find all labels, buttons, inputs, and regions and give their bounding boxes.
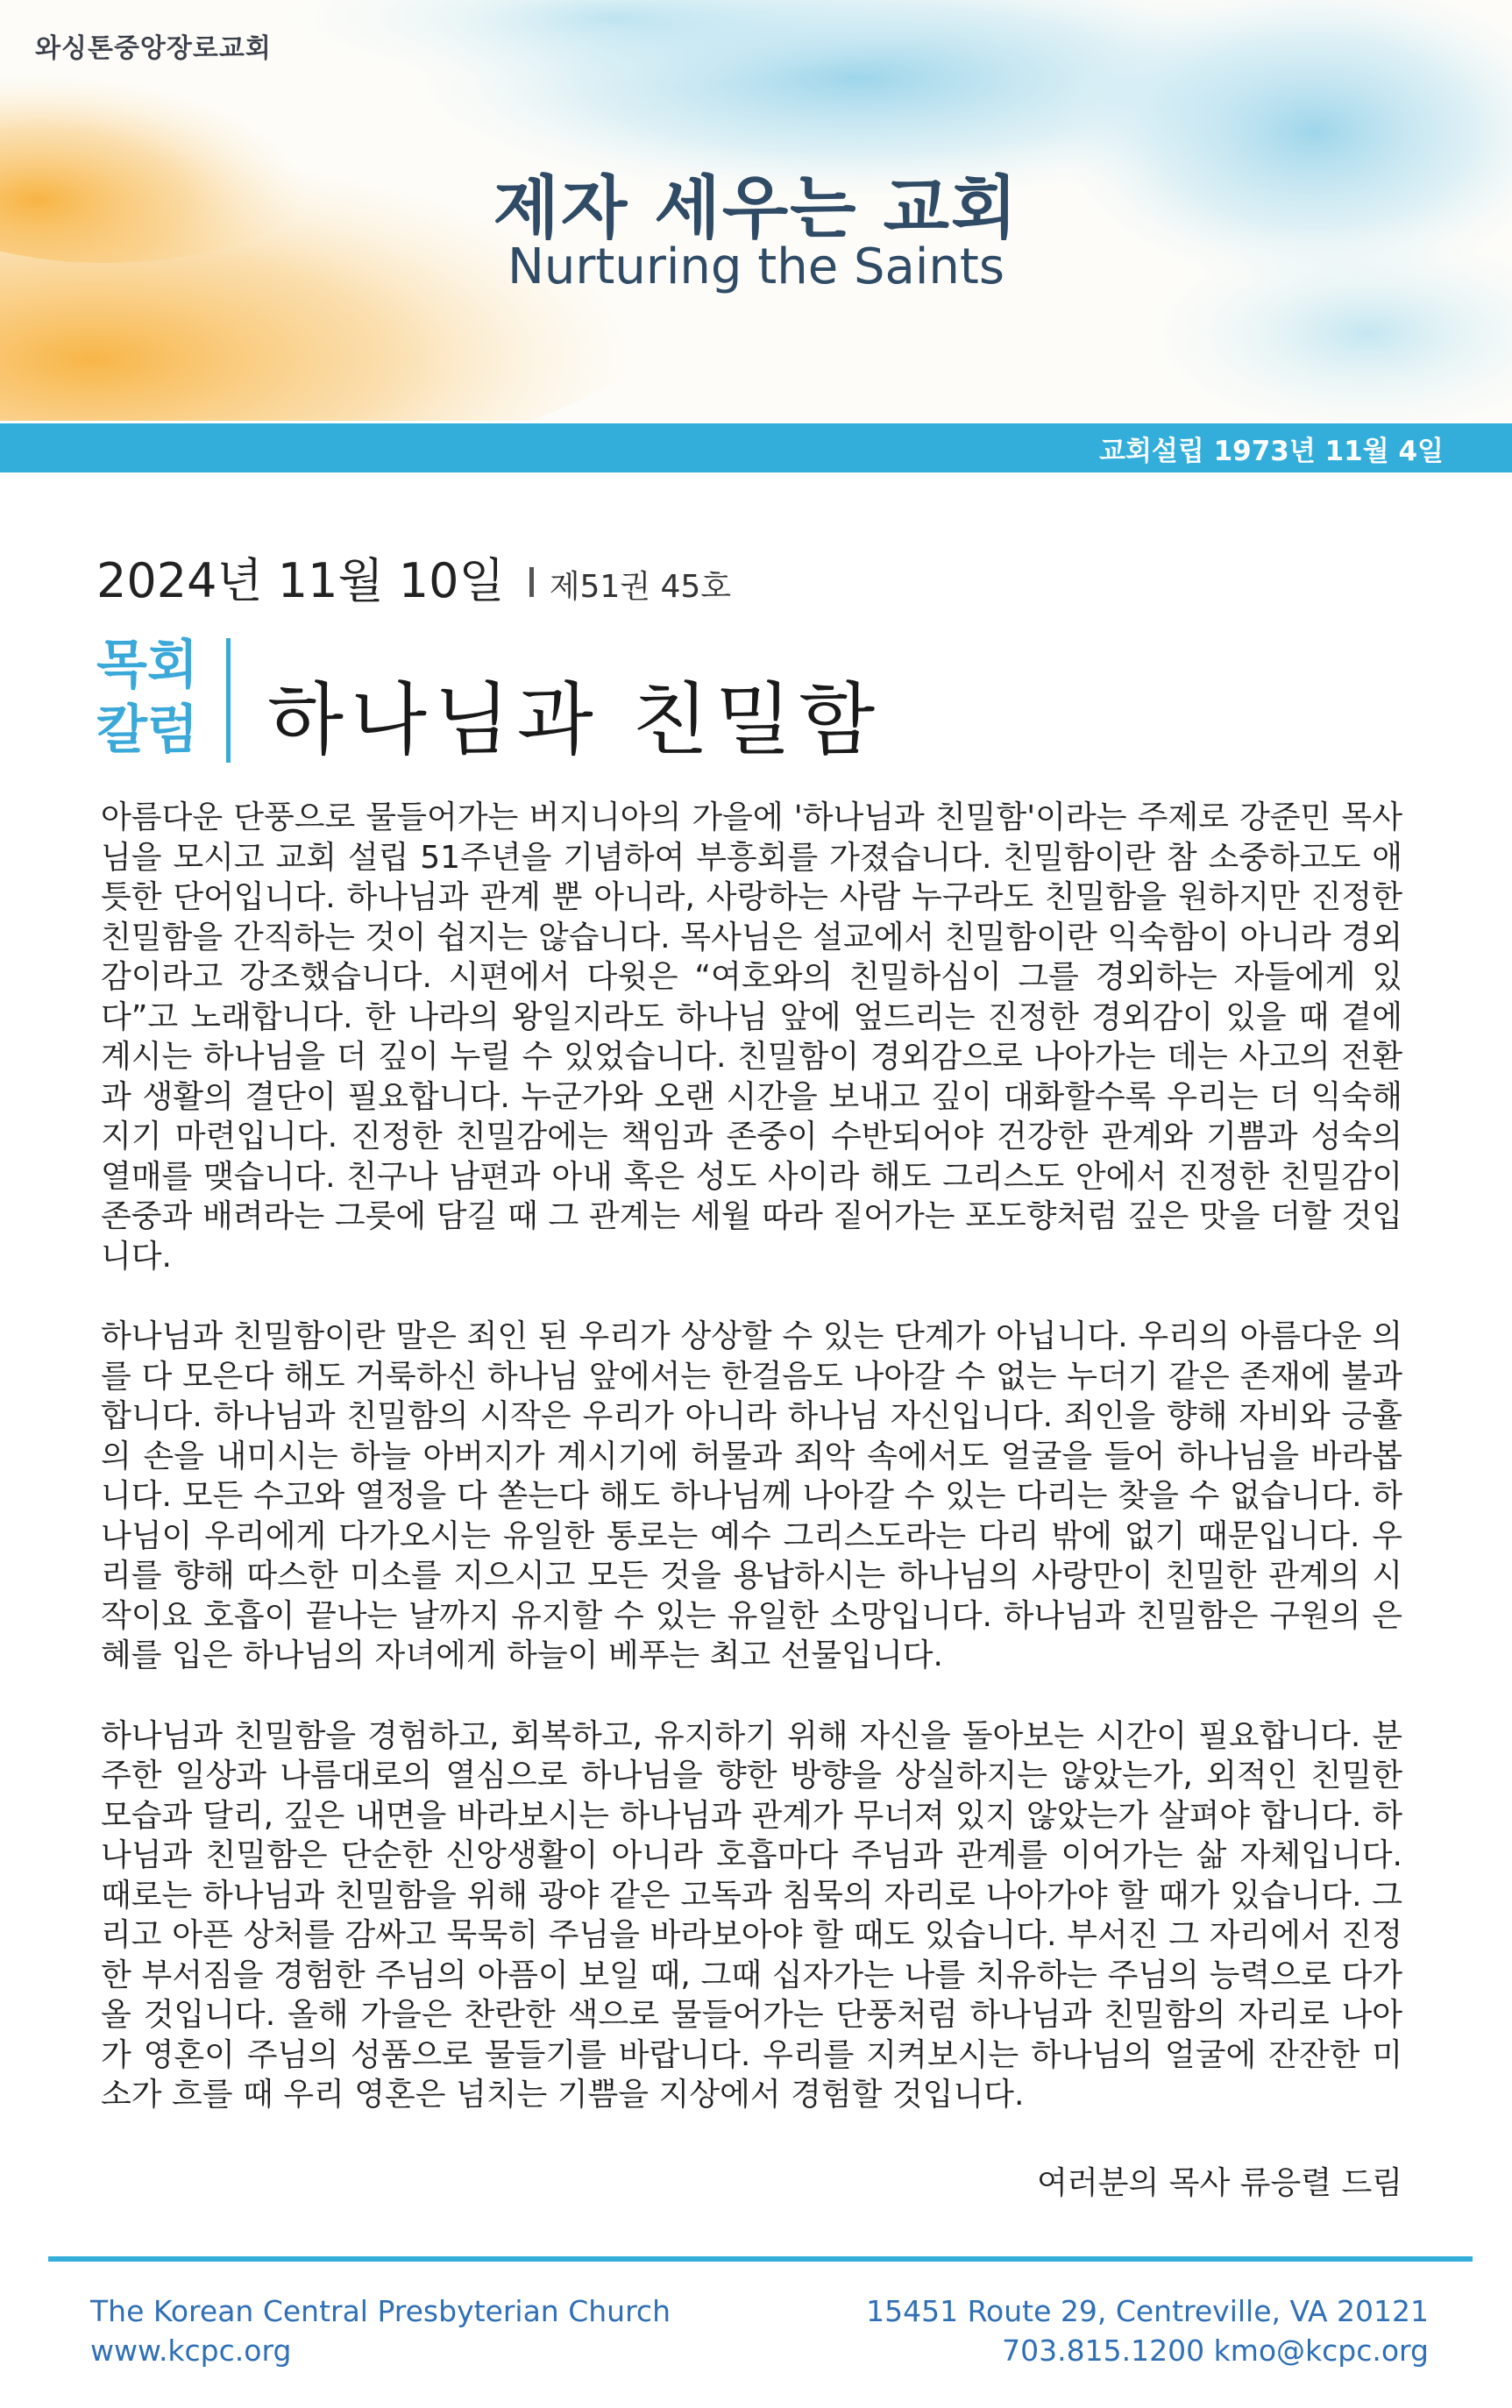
footer-divider: [48, 2256, 1473, 2262]
church-name: 와싱톤중앙장로교회: [35, 33, 272, 64]
header-banner: [0, 0, 1512, 421]
paragraph-1: 아름다운 단풍으로 물들어가는 버지니아의 가을에 '하나님과 친밀함'이라는 주제로 강준민 목사님을 모시고 교회 설립 51주년을 기념하여 부흥회를 가졌습니다. 친밀함이란 참 소중하고도 애틋한 단어입니다. 하나님과 관계 뿐 아니라, 사랑하는 사람 누구라도 친밀함을 원하지만 진정한 친밀함을 간직하는 것이 쉽지는 않습니다. 목사님은 설교에서 친밀함이란 익숙함이 아니라 경외감이라고 강조했습니다. 시편에서 다윗은 “여호와의 친밀하심이 그를 경외하는 자들에게 있다”고 노래합니다. 한 나라의 왕일지라도 하나님 앞에 엎드리는 진정한 경외감이 있을 때 곁에 계시는 하나님을 더 깊이 누릴 수 있었습니다. 친밀함이 경외감으로 나아가는 데는 사고의 전환과 생활의 결단이 필요합니다. 누군가와 오랜 시간을 보내고 깊이 대화할수록 우리는 더 익숙해지기 마련입니다. 진정한 친밀감에는 책임과 존중이 수반되어야 건강한 관계와 기쁨과 성숙의 열매를 맺습니다. 친구나 남편과 아내 혹은 성도 사이라 해도 그리스도 안에서 진정한 친밀감이 존중과 배려라는 그릇에 담길 때 그 관계는 세월 따라 짙어가는 포도향처럼 깊은 맛을 더할 것입니다.: [101, 799, 1402, 1275]
footer-address: 15451 Route 29, Centreville, VA 20121: [866, 2294, 1429, 2328]
footer-left: [90, 2291, 671, 2370]
footer-church-name: The Korean Central Presbyterian Church: [90, 2294, 671, 2328]
founded-date: 교회설립 1973년 11월 4일: [1099, 436, 1444, 467]
paragraph-2: 하나님과 친밀함이란 말은 죄인 된 우리가 상상할 수 있는 단계가 아닙니다. 우리의 아름다운 의를 다 모은다 해도 거룩하신 하나님 앞에서는 한걸음도 나아갈 수 없는 누더기 같은 존재에 불과합니다. 하나님과 친밀함의 시작은 우리가 아니라 하나님 자신입니다. 죄인을 향해 자비와 긍휼의 손을 내미시는 하늘 아버지가 계시기에 허물과 죄악 속에서도 얼굴을 들어 하나님을 바라봅니다. 모든 수고와 열정을 다 쏟는다 해도 하나님께 나아갈 수 있는 다리는 찾을 수 없습니다. 하나님이 우리에게 다가오시는 유일한 통로는 예수 그리스도라는 다리 밖에 없기 때문입니다. 우리를 향해 따스한 미소를 지으시고 모든 것을 용납하시는 하나님의 사랑만이 친밀한 관계의 시작이요 호흡이 끝나는 날까지 유지할 수 있는 유일한 소망입니다. 하나님과 친밀함은 구원의 은혜를 입은 하나님의 자녀에게 하늘이 베푸는 최고 선물입니다.: [101, 1318, 1402, 1673]
column-tag-line1: 목회: [96, 635, 198, 696]
motto-english: Nurturing the Saints: [507, 238, 1005, 295]
column-tag: [96, 633, 210, 763]
motto-korean: 제자 세우는 교회: [493, 169, 1019, 248]
issue-dateline: [96, 543, 732, 608]
column-divider: [226, 638, 231, 763]
column-title: 하나님과 친밀함: [267, 674, 883, 766]
footer-website-link[interactable]: www.kcpc.org: [90, 2333, 292, 2368]
issue-volume: 제51권 45호: [549, 569, 732, 605]
paragraph-3: 하나님과 친밀함을 경험하고, 회복하고, 유지하기 위해 자신을 돌아보는 시간이 필요합니다. 분주한 일상과 나름대로의 열심으로 하나님을 향한 방향을 상실하지는 않았는가, 외적인 친밀한 모습과 달리, 깊은 내면을 바라보시는 하나님과 관계가 무너져 있지 않았는가 살펴야 합니다. 하나님과 친밀함은 단순한 신앙생활이 아니라 호흡마다 주님과 관계를 이어가는 삶 자체입니다. 때로는 하나님과 친밀함을 위해 광야 같은 고독과 침묵의 자리로 나아가야 할 때가 있습니다. 그리고 아픈 상처를 감싸고 묵묵히 주님을 바라보아야 할 때도 있습니다. 부서진 그 자리에서 진정한 부서짐을 경험한 주님의 아픔이 보일 때, 그때 십자가는 나를 치유하는 주님의 능력으로 다가올 것입니다. 올해 가을은 찬란한 색으로 물들어가는 단풍처럼 하나님과 친밀함의 자리로 나아가 영혼이 주님의 성품으로 물들기를 바랍니다. 우리를 지켜보시는 하나님의 얼굴에 잔잔한 미소가 흐를 때 우리 영혼은 넘치는 기쁨을 지상에서 경험할 것입니다.: [101, 1717, 1402, 2113]
founded-band: [0, 423, 1512, 472]
footer-right: [866, 2291, 1429, 2370]
footer-contact[interactable]: 703.815.1200 kmo@kcpc.org: [1002, 2333, 1429, 2368]
column-body: [101, 798, 1402, 2156]
signature: 여러분의 목사 류응렬 드림: [1037, 2165, 1402, 2201]
issue-date: 2024년 11월 10일: [96, 553, 505, 608]
divider-mark: [529, 567, 534, 597]
column-tag-line2: 칼럼: [96, 700, 198, 761]
